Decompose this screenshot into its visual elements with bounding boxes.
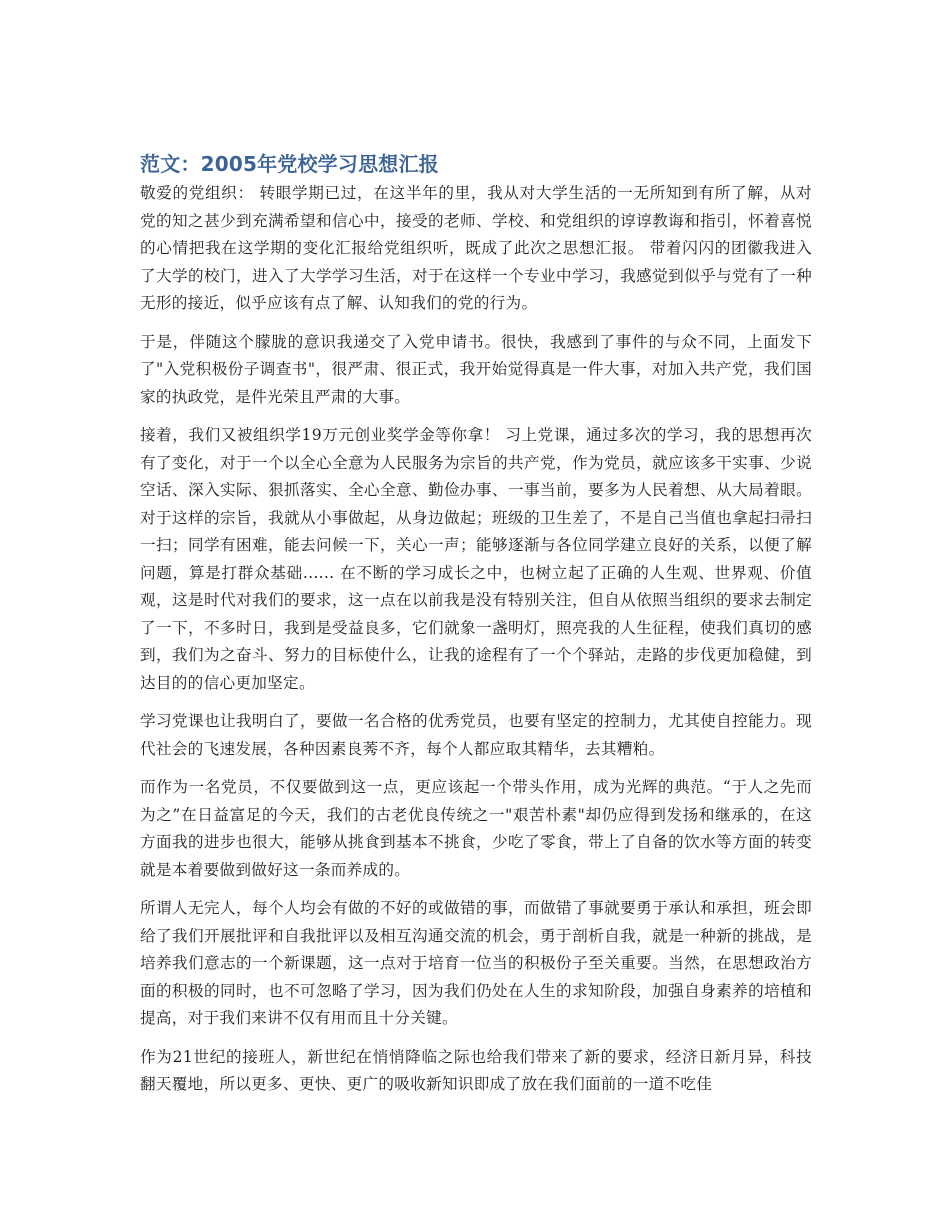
document-page bbox=[140, 150, 812, 1110]
paragraph: 于是，伴随这个朦胧的意识我递交了入党申请书。很快，我感到了事件的与众不同，上面发下了"入党积极份子调查书"，很严肃、很正式，我开始觉得真是一件大事，对加入共产党，我们国家的执政党，是件光荣且严肃的大事。 bbox=[140, 332, 812, 406]
document-title: 范文：2005年党校学习思想汇报 bbox=[140, 152, 439, 176]
paragraph: 作为21世纪的接班人，新世纪在悄悄降临之际也给我们带来了新的要求，经济日新月异，科技翻天覆地，所以更多、更快、更广的吸收新知识即成了放在我们面前的一道不吃佳 bbox=[140, 1047, 812, 1093]
paragraph: 学习党课也让我明白了，要做一名合格的优秀党员，也要有坚定的控制力，尤其使自控能力。现代社会的飞速发展，各种因素良莠不齐，每个人都应取其精华，去其糟粕。 bbox=[140, 712, 812, 758]
paragraph: 敬爱的党组织： 转眼学期已过，在这半年的里，我从对大学生活的一无所知到有所了解，从对党的知之甚少到充满希望和信心中，接受的老师、学校、和党组织的谆谆教诲和指引，怀着喜悦的心情把我在这学期的变化汇报给党组织听，既成了此次之思想汇报。 带着闪闪的团徽我进入了大学的校门，进入了大学学习生活，对于在这样一个专业中学习，我感觉到似乎与党有了一种无形的接近，似乎应该有点了解、认知我们的党的行为。 bbox=[140, 184, 812, 312]
paragraph: 而作为一名党员，不仅要做到这一点，更应该起一个带头作用，成为光辉的典范。“于人之先而为之”在日益富足的今天，我们的古老优良传统之一"艰苦朴素"却仍应得到发扬和继承的，在这方面我的进步也很大，能够从挑食到基本不挑食，少吃了零食，带上了自备的饮水等方面的转变就是本着要做到做好这一条而养成的。 bbox=[140, 778, 812, 879]
paragraph: 接着，我们又被组织学19万元创业奖学金等你拿！ 习上党课，通过多次的学习，我的思想再次有了变化，对于一个以全心全意为人民服务为宗旨的共产党，作为党员，就应该多干实事、少说空话、深入实际、狠抓落实、全心全意、勤俭办事、一事当前，要多为人民着想、从大局着眼。对于这样的宗旨，我就从小事做起，从身边做起；班级的卫生差了，不是自己当值也拿起扫帚扫一扫；同学有困难，能去问候一下，关心一声；能够逐渐与各位同学建立良好的关系，以便了解问题，算是打群众基础...... 在不断的学习成长之中，也树立起了正确的人生观、世界观、价值观，这是时代对我们的要求，这一点在以前我是没有特别关注，但自从依照当组织的要求去制定了一下，不多时日，我到是受益良多，它们就象一盏明灯，照亮我的人生征程，使我们真切的感到，我们为之奋斗、努力的目标使什么，让我的途程有了一个个驿站，走路的步伐更加稳健，到达目的的信心更加坚定。 bbox=[140, 426, 812, 692]
paragraph: 所谓人无完人，每个人均会有做的不好的或做错的事，而做错了事就要勇于承认和承担，班会即给了我们开展批评和自我批评以及相互沟通交流的机会，勇于剖析自我，就是一种新的挑战，是培养我们意志的一个新课题，这一点对于培育一位当的积极份子至关重要。当然，在思想政治方面的积极的同时，也不可忽略了学习，因为我们仍处在人生的求知阶段，加强自身素养的培植和提高，对于我们来讲不仅有用而且十分关键。 bbox=[140, 899, 812, 1027]
